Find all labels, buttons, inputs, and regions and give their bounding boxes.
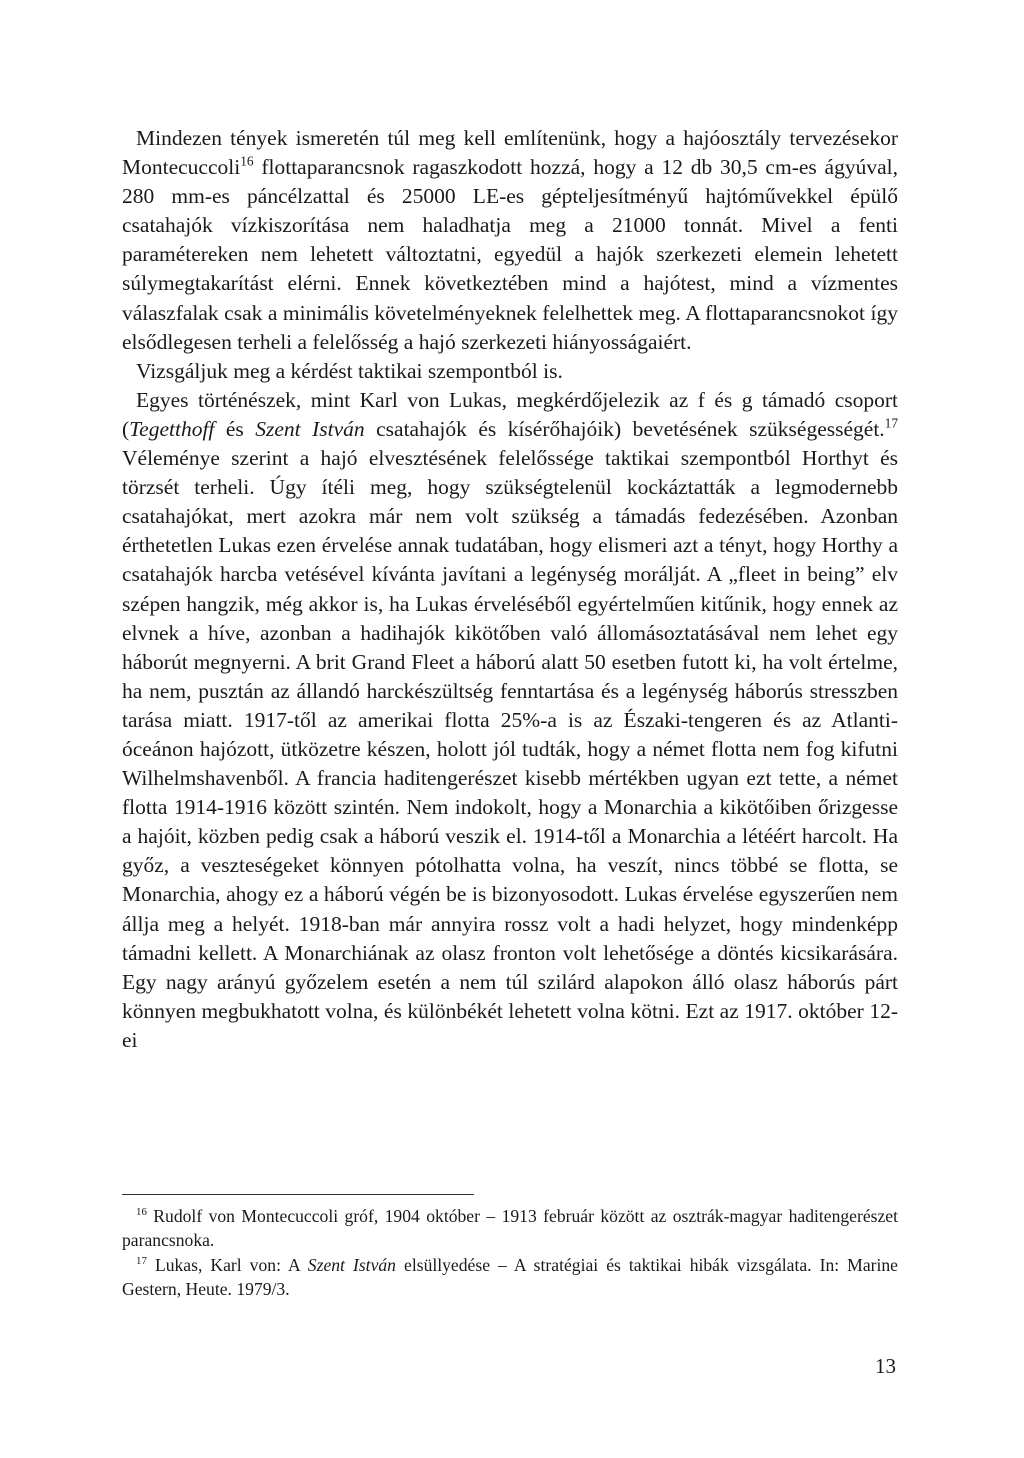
paragraph-3-text-b: és: [214, 416, 256, 441]
paragraph-1-text-a: Mindezen tények ismeretén túl meg kell említenünk, hogy a hajóosztály tervezésekor Montecuccoli: [122, 126, 898, 180]
paragraph-3: [122, 386, 898, 1055]
footnote-ref-16[interactable]: 16: [240, 153, 254, 169]
page-number: 13: [875, 1354, 896, 1378]
footnote-17-ship-name: Szent István: [307, 1254, 396, 1275]
footnote-16: [122, 1204, 898, 1253]
paragraph-3-text-a: Egyes történészek, mint Karl von Lukas, megkérdőjelezik az f és g támadó csoport (: [122, 387, 898, 441]
paragraph-3-text-c: csatahajók és kísérőhajóik) bevetésének szükségességét.: [364, 416, 885, 441]
paragraph-3-text-d: Véleménye szerint a hajó elvesztésének felelőssége taktikai szempontból Horthyt és törzsét terheli. Úgy ítéli meg, hogy szükségtelenül kockáztatták a legmodernebb csatahajókat, mert azokra már nem volt szükség a támadás fedezésében. Azonban érthetetlen Lukas ezen érvelése annak tudatában, hogy elismeri azt a tényt, hogy Horthy a csatahajók harcba vetésével kívánta javítani a legénység morálját. A „fleet in being” elv szépen hangzik, még akkor is, ha Lukas érveléséből egyértelműen kitűnik, hogy ennek az elvnek a híve, azonban a hadihajók kikötőben való állomásoztatásával nem lehet egy háborút megnyerni. A brit Grand Fleet a háború alatt 50 esetben futott ki, ha volt értelme, ha nem, pusztán az állandó harckészültség fenntartása és a legénység háborús stresszben tarása miatt. 1917-től az amerikai flotta 25%-a is az Északi-tengeren és az Atlanti-óceánon hajózott, ütközetre készen, holott jól tudták, hogy a német flotta nem fog kifutni Wilhelmshavenből. A francia haditengerészet kisebb mértékben ugyan ezt tette, a német flotta 1914-1916 között szintén. Nem indokolt, hogy a Monarchia a kikötőiben őrizgesse a hajóit, közben pedig csak a háború veszik el. 1914-től a Monarchia a létéért harcolt. Ha győz, a veszteségeket könnyen pótolhatta volna, ha veszít, nincs többé se flotta, se Monarchia, ahogy ez a háború végén be is bizonyosodott. Lukas érvelése egyszerűen nem állja meg a helyét. 1918-ban már annyira rossz volt a hadi helyzet, hogy mindenképp támadni kellett. A Monarchiának az olasz fronton volt lehetősége a döntés kicsikarására. Egy nagy arányú győzelem esetén a nem túl szilárd alapokon álló olasz háborús párt könnyen megbukhatott volna, és különbékét lehetett volna kötni. Ezt az 1917. október 12-ei: [122, 446, 898, 1052]
footnote-17-text-b: elsüllyedése – A stratégiai és taktikai hibák vizsgálata. In: Marine Gestern, Heute. 1979/3.: [122, 1254, 898, 1300]
paragraph-1: [122, 124, 898, 357]
footnote-divider: [122, 1194, 474, 1195]
ship-name-szent-istvan: Szent István: [255, 416, 365, 441]
footnote-16-text: Rudolf von Montecuccoli gróf, 1904 október – 1913 február között az osztrák-magyar haditengerészet parancsnoka.: [122, 1206, 898, 1251]
paragraph-2: Vizsgáljuk meg a kérdést taktikai szempontból is.: [136, 358, 563, 383]
footnotes: [122, 1204, 898, 1302]
ship-name-tegetthoff: Tegetthoff: [129, 416, 215, 441]
footnote-17-number: 17: [136, 1254, 147, 1267]
footnote-16-number: 16: [136, 1205, 147, 1218]
main-text: [122, 124, 898, 1055]
footnote-17-text-a: Lukas, Karl von: A: [146, 1254, 308, 1275]
footnote-17: [122, 1253, 898, 1302]
paragraph-1-text-b: flottaparancsnok ragaszkodott hozzá, hogy a 12 db 30,5 cm-es ágyúval, 280 mm-es páncélzattal és 25000 LE-es gépteljesítményű hajtóművekkel épülő csatahajók vízkiszorítása nem haladhatja meg a 21000 tonnát. Mivel a fenti paramétereken nem lehetett változtatni, egyedül a hajók szerkezeti elemein lehetett súlymegtakarítást elérni. Ennek következtében mind a hajótest, mind a vízmentes válaszfalak csak a minimális követelményeknek felelhettek meg. A flottaparancsnokot így elsődlegesen terheli a felelősség a hajó szerkezeti hiányosságaiért.: [122, 155, 898, 354]
footnote-ref-17[interactable]: 17: [884, 415, 898, 431]
